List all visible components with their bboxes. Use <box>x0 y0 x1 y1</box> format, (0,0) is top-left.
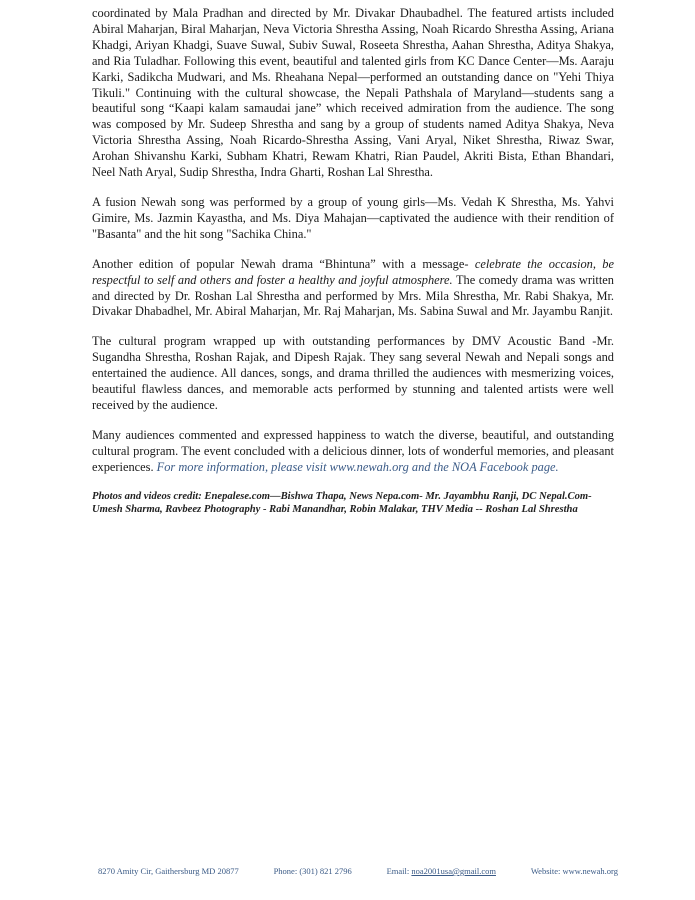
drama-text-start: Another edition of popular Newah drama “Bhintuna” with a message- <box>92 256 475 271</box>
conclusion-text: Many audiences commented and expressed happiness to watch the diverse, beautiful, and outstanding cultural program. The event concluded with a delicious dinner, lots of wonderful memories, and pleasant experiences. <box>92 427 614 474</box>
paragraph-drama <box>92 257 614 321</box>
paragraph-band: The cultural program wrapped up with outstanding performances by DMV Acoustic Band -Mr. Sugandha Shrestha, Roshan Rajak, and Dipesh Rajak. They sang several Newah and Nepali songs and entertained the audience. All dances, songs, and drama thrilled the audiences with mesmerizing voices, beautiful flawless dances, and memorable acts performed by stunning and talented artists were well received by the audience. <box>92 334 614 412</box>
paragraph-cultural-performances: coordinated by Mala Pradhan and directed by Mr. Divakar Dhaubadhel. The featured artists included Abiral Maharjan, Biral Maharjan, Neva Victoria Shrestha Assing, Noah Ricardo Shrestha Assing, Ariana Khadgi, Ariyan Khadgi, Suave Suwal, Subiv Suwal, Roseeta Shrestha, Aahan Shrestha, Aditya Shakya, and Ria Tuladhar. Following this event, beautiful and talented girls from KC Dance Center—Ms. Aaraju Karki, Sadikcha Mudwari, and Ms. Rheahana Nepal—performed an outstanding dance on "Yehi Thiya Tikuli." Continuing with the cultural showcase, the Nepali Pathshala of Maryland—students sang a beautiful song “Kaapi kalam samaudai jane” which received admiration from the audience. The song was composed by Mr. Sudeep Shrestha and sang by a group of students named Aditya Shakya, Neva Victoria Shrestha Assing, Noah Ricardo-Shrestha Assing, Vani Aryal, Niket Shrestha, Riwaz Swar, Arohan Shivanshu Karki, Subham Khatri, Rewam Khatri, Rian Paudel, Akriti Bista, Ethan Bhandari, Neel Nath Aryal, Sudip Shrestha, Indra Gharti, Roshan Lal Shrestha. <box>92 6 614 180</box>
page-footer <box>98 866 618 876</box>
drama-message-italic: celebrate the occasion, be respectful to self and others and foster a healthy and joyful atmosphere. <box>92 256 614 287</box>
more-info-link[interactable]: For more information, please visit www.newah.org and the NOA Facebook page. <box>156 459 559 474</box>
footer-email <box>387 866 496 876</box>
footer-email-link[interactable]: noa2001usa@gmail.com <box>411 866 496 876</box>
paragraph-fusion-song: A fusion Newah song was performed by a group of young girls—Ms. Vedah K Shrestha, Ms. Yahvi Gimire, Ms. Jazmin Kayastha, and Ms. Diya Mahajan—captivated the audience with their rendition of "Basanta" and the hit song "Sachika China." <box>92 194 614 241</box>
footer-address: 8270 Amity Cir, Gaithersburg MD 20877 <box>98 866 239 876</box>
document-body <box>92 6 614 516</box>
footer-phone: Phone: (301) 821 2796 <box>273 866 352 876</box>
drama-text-end: The comedy drama was written and directed by Dr. Roshan Lal Shrestha and performed by Mrs. Mila Shrestha, Mr. Rabi Shakya, Mr. Divakar Dhabadhel, Mr. Abiral Maharjan, Mr. Raj Maharjan, Ms. Sabina Suwal and Mr. Jayambu Ranjit. <box>92 272 614 319</box>
photo-credits: Photos and videos credit: Enepalese.com—Bishwa Thapa, News Nepa.com- Mr. Jayambhu Ranji, DC Nepal.Com- Umesh Sharma, Ravbeez Photography - Rabi Manandhar, Robin Malakar, THV Media -- Roshan Lal Shrestha <box>92 490 592 515</box>
footer-website[interactable]: Website: www.newah.org <box>530 866 618 876</box>
paragraph-conclusion <box>92 428 614 476</box>
footer-email-label: Email: <box>386 866 412 876</box>
